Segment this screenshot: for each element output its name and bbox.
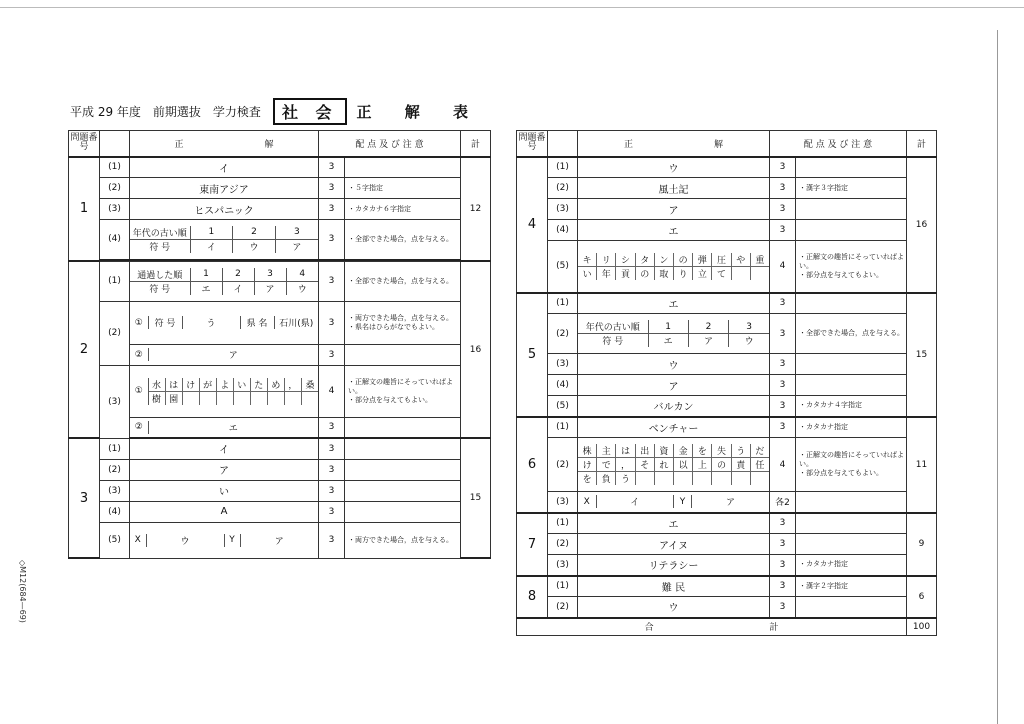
- grid-char-cell: リ: [597, 253, 616, 267]
- q2-1-answer: [130, 261, 319, 301]
- q1-4-sub: (4): [100, 220, 130, 260]
- q4-1-answer: ウ: [578, 157, 770, 178]
- q5-5-points: 3: [770, 396, 796, 417]
- q5-2-points: 3: [770, 314, 796, 354]
- q6-2-note: ・正解文の趣旨にそっていればよい。 ・部分点を与えてもよい。: [796, 438, 907, 492]
- grand-total-char-1: 合: [644, 623, 654, 634]
- q4-5-sub: (5): [548, 241, 578, 293]
- q1-4-points: 3: [319, 220, 345, 260]
- q5-2-symbol-1: エ: [648, 334, 688, 348]
- q1-number: 1: [69, 157, 100, 262]
- grid-row: [578, 472, 769, 485]
- q3-2-sub: (2): [100, 459, 130, 480]
- q1-3-sub: (3): [100, 199, 130, 220]
- grid-char-cell: ン: [655, 253, 674, 267]
- page-right-edge: [997, 30, 998, 724]
- q2-2-2-value: ア: [148, 348, 318, 361]
- q3-2-answer: ア: [130, 459, 319, 480]
- grid-char-cell: [200, 392, 217, 405]
- q3-5-sub: (5): [100, 522, 130, 558]
- title-year: 平成 29 年度: [70, 104, 141, 119]
- q2-1-order-2: 2: [222, 268, 254, 282]
- grand-total-char-2: 計: [769, 623, 779, 634]
- grid-char-cell: は: [616, 444, 635, 458]
- grid-char-cell: だ: [751, 444, 769, 458]
- q1-4-order-3: 3: [275, 226, 318, 240]
- q1-4-symbol-1: イ: [190, 239, 233, 253]
- q1-4-order-label: 年代の古い順: [130, 226, 190, 240]
- q2-1-points: 3: [319, 261, 345, 301]
- grid-row: [578, 253, 769, 267]
- grid-char-cell: [655, 472, 674, 485]
- q6-3-y-value: ア: [692, 495, 770, 508]
- subject-box: 社 会: [273, 98, 347, 125]
- grid-char-cell: 主: [597, 444, 616, 458]
- q5-2-symbol-3: ウ: [729, 334, 769, 348]
- grid-char-cell: を: [578, 472, 597, 485]
- q5-3-points: 3: [770, 354, 796, 375]
- grid-row: [578, 458, 769, 472]
- title-selection: 前期選抜: [152, 104, 201, 119]
- grid-char-cell: [268, 392, 285, 405]
- grand-total-label: [517, 618, 907, 636]
- document-title: [70, 100, 482, 122]
- grid-char-cell: う: [616, 472, 635, 485]
- grid-char-cell: [302, 392, 318, 405]
- q6-total: 11: [907, 417, 937, 513]
- q6-3-y-label: Y: [674, 495, 692, 508]
- q5-2-order-label: 年代の古い順: [578, 320, 648, 334]
- grid-char-cell: 立: [693, 267, 712, 280]
- q8-2-sub: (2): [548, 597, 578, 618]
- q2-1-order-4: 4: [286, 268, 318, 282]
- grid-char-cell: は: [166, 378, 183, 392]
- q2-1-order-3: 3: [254, 268, 286, 282]
- grid-char-cell: 園: [166, 392, 183, 405]
- grid-char-cell: 弾: [693, 253, 712, 267]
- q4-total: 16: [907, 157, 937, 293]
- q4-2-note: ・漢字３字指定: [796, 178, 907, 199]
- q7-1-answer: エ: [578, 513, 770, 534]
- grid-char-cell: で: [597, 458, 616, 472]
- q5-5-answer: バルカン: [578, 396, 770, 417]
- grid-char-cell: て: [712, 267, 731, 280]
- grid-char-cell: [693, 472, 712, 485]
- q3-4-sub: (4): [100, 501, 130, 522]
- q4-3-sub: (3): [548, 199, 578, 220]
- q6-1-points: 3: [770, 417, 796, 438]
- q5-2-symbol-2: ア: [688, 334, 728, 348]
- q2-3-2-value: エ: [148, 421, 318, 434]
- q7-1-points: 3: [770, 513, 796, 534]
- q3-3-sub: (3): [100, 480, 130, 501]
- q8-number: 8: [517, 576, 548, 618]
- q8-2-points: 3: [770, 597, 796, 618]
- grid-char-cell: [732, 472, 751, 485]
- grid-char-cell: 年: [597, 267, 616, 280]
- q3-1-answer: イ: [130, 438, 319, 459]
- grid-char-cell: シ: [616, 253, 635, 267]
- grid-char-cell: 上: [693, 458, 712, 472]
- q4-3-points: 3: [770, 199, 796, 220]
- header-points: 配 点 及 び 注 意: [319, 131, 461, 157]
- q2-2-symbol-value: う: [182, 316, 240, 329]
- q8-1-points: 3: [770, 576, 796, 597]
- title-exam: 学力検査: [212, 104, 261, 119]
- grid-char-cell: ，: [616, 458, 635, 472]
- q3-5-answer: [130, 522, 319, 558]
- grid-char-cell: や: [732, 253, 751, 267]
- grid-char-cell: [751, 472, 769, 485]
- q3-5-y-label: Y: [224, 534, 240, 547]
- q1-3-points: 3: [319, 199, 345, 220]
- q3-5-x-label: X: [130, 534, 146, 547]
- q1-4-answer: [130, 220, 319, 260]
- q4-5-points: 4: [770, 241, 796, 293]
- grid-char-cell: け: [183, 378, 200, 392]
- side-code: ◇M12(684—69): [18, 560, 27, 623]
- q1-3-note: ・カタカナ６字指定: [345, 199, 461, 220]
- grid-char-cell: 任: [751, 458, 769, 472]
- grid-char-cell: ，: [285, 378, 302, 392]
- q4-number: 4: [517, 157, 548, 293]
- grid-char-cell: 重: [751, 253, 769, 267]
- q3-total: 15: [461, 438, 491, 558]
- header-total-right: 計: [907, 131, 937, 157]
- q4-1-points: 3: [770, 157, 796, 178]
- grid-char-cell: 樹: [149, 392, 166, 405]
- answer-table-left: [68, 130, 491, 559]
- q4-4-points: 3: [770, 220, 796, 241]
- grid-char-cell: り: [674, 267, 693, 280]
- grid-char-cell: け: [578, 458, 597, 472]
- q3-1-points: 3: [319, 438, 345, 459]
- q2-total: 16: [461, 261, 491, 438]
- q5-3-sub: (3): [548, 354, 578, 375]
- q2-number: 2: [69, 261, 100, 438]
- q3-3-points: 3: [319, 480, 345, 501]
- grid-char-cell: め: [268, 378, 285, 392]
- grid-char-cell: [234, 392, 251, 405]
- q2-3-1-points: 4: [319, 365, 345, 417]
- q2-3-2-answer: [130, 417, 319, 438]
- q4-3-answer: ア: [578, 199, 770, 220]
- grid-char-cell: の: [674, 253, 693, 267]
- grid-char-cell: 桑: [302, 378, 318, 392]
- q6-3-answer: [578, 492, 770, 513]
- q5-2-answer: [578, 314, 770, 354]
- grid-char-cell: [732, 267, 751, 280]
- q3-5-note: ・両方できた場合，点を与える。: [345, 522, 461, 558]
- grid-row: [578, 444, 769, 458]
- q7-1-sub: (1): [548, 513, 578, 534]
- grid-char-cell: [674, 472, 693, 485]
- q3-1-sub: (1): [100, 438, 130, 459]
- q5-5-note: ・カタカナ４字指定: [796, 396, 907, 417]
- q1-4-symbol-label: 符 号: [130, 239, 190, 253]
- q5-2-note: ・全部できた場合，点を与える。: [796, 314, 907, 354]
- grid-row: [149, 378, 319, 392]
- q2-1-symbol-3: ア: [254, 281, 286, 295]
- grid-char-cell: 以: [674, 458, 693, 472]
- q1-1-sub: (1): [100, 157, 130, 178]
- grid-char-cell: キ: [578, 253, 597, 267]
- grid-char-cell: 資: [655, 444, 674, 458]
- q4-5-note: ・正解文の趣旨にそっていればよい。 ・部分点を与えてもよい。: [796, 241, 907, 293]
- q2-3-circle-1: ①: [130, 378, 148, 405]
- q3-2-points: 3: [319, 459, 345, 480]
- q2-2-1-answer: [130, 301, 319, 344]
- q4-2-answer: 風土記: [578, 178, 770, 199]
- q6-number: 6: [517, 417, 548, 513]
- grid-char-cell: [285, 392, 302, 405]
- header-q: 問題番号: [69, 131, 100, 157]
- q1-2-points: 3: [319, 178, 345, 199]
- q3-5-y-value: ア: [240, 534, 318, 547]
- q5-1-answer: エ: [578, 293, 770, 314]
- grid-char-cell: が: [200, 378, 217, 392]
- q4-4-sub: (4): [548, 220, 578, 241]
- header-points-right: 配 点 及 び 注 意: [770, 131, 907, 157]
- q2-2-circle-1: ①: [130, 316, 148, 329]
- grid-row: [149, 392, 319, 405]
- q6-2-writing-grid: [578, 438, 770, 492]
- grid-char-cell: [217, 392, 234, 405]
- grid-char-cell: [183, 392, 200, 405]
- q3-5-x-value: ウ: [146, 534, 224, 547]
- q1-4-symbol-2: ウ: [233, 239, 276, 253]
- q1-3-answer: ヒスパニック: [130, 199, 319, 220]
- header-q-right: 問題番号: [517, 131, 548, 157]
- grand-total-value: 100: [907, 618, 937, 636]
- q2-3-circle-2: ②: [130, 421, 148, 434]
- q5-3-answer: ウ: [578, 354, 770, 375]
- q1-4-symbol-3: ア: [275, 239, 318, 253]
- grid-char-cell: [751, 267, 769, 280]
- q2-1-order-label: 通過した順: [130, 268, 190, 282]
- grid-char-cell: 株: [578, 444, 597, 458]
- q5-1-points: 3: [770, 293, 796, 314]
- q5-4-sub: (4): [548, 375, 578, 396]
- q7-2-sub: (2): [548, 534, 578, 555]
- q6-3-sub: (3): [548, 492, 578, 513]
- q8-1-note: ・漢字２字指定: [796, 576, 907, 597]
- grid-char-cell: 責: [732, 458, 751, 472]
- q7-total: 9: [907, 513, 937, 576]
- q6-3-points: 各2: [770, 492, 796, 513]
- q7-number: 7: [517, 513, 548, 576]
- q4-5-writing-grid: [578, 241, 770, 293]
- q3-number: 3: [69, 438, 100, 558]
- q6-1-answer: ベンチャー: [578, 417, 770, 438]
- header-answer-right: 正 解: [578, 131, 770, 157]
- q1-2-sub: (2): [100, 178, 130, 199]
- q2-2-2-points: 3: [319, 344, 345, 365]
- grid-char-cell: た: [251, 378, 268, 392]
- q2-2-circle-2: ②: [130, 348, 148, 361]
- q6-2-points: 4: [770, 438, 796, 492]
- q2-1-symbol-4: ウ: [286, 281, 318, 295]
- q7-2-answer: アイヌ: [578, 534, 770, 555]
- q5-number: 5: [517, 293, 548, 417]
- grid-char-cell: 出: [636, 444, 655, 458]
- q6-2-sub: (2): [548, 438, 578, 492]
- grid-char-cell: い: [234, 378, 251, 392]
- q5-4-answer: ア: [578, 375, 770, 396]
- q4-4-answer: エ: [578, 220, 770, 241]
- grid-char-cell: の: [636, 267, 655, 280]
- q5-1-sub: (1): [548, 293, 578, 314]
- q2-2-symbol-label: 符 号: [148, 316, 182, 329]
- q3-3-answer: い: [130, 480, 319, 501]
- q1-1-answer: イ: [130, 157, 319, 178]
- q3-5-points: 3: [319, 522, 345, 558]
- grid-char-cell: [712, 472, 731, 485]
- q7-3-points: 3: [770, 555, 796, 576]
- q1-4-note: ・全部できた場合，点を与える。: [345, 220, 461, 260]
- grid-char-cell: 圧: [712, 253, 731, 267]
- q2-1-symbol-label: 符 号: [130, 281, 190, 295]
- q6-3-x-label: X: [578, 495, 596, 508]
- q2-1-symbol-1: エ: [190, 281, 222, 295]
- q6-1-sub: (1): [548, 417, 578, 438]
- q1-4-order-1: 1: [190, 226, 233, 240]
- q4-2-sub: (2): [548, 178, 578, 199]
- grid-char-cell: の: [712, 458, 731, 472]
- q5-4-points: 3: [770, 375, 796, 396]
- grid-char-cell: 貢: [616, 267, 635, 280]
- title-heading: 正 解 表: [356, 102, 482, 121]
- q2-3-1-answer: [130, 365, 319, 417]
- q5-2-order-1: 1: [648, 320, 688, 334]
- q3-4-answer: A: [130, 501, 319, 522]
- grid-char-cell: よ: [217, 378, 234, 392]
- q2-1-order-1: 1: [190, 268, 222, 282]
- q5-2-order-2: 2: [688, 320, 728, 334]
- q7-3-answer: リテラシー: [578, 555, 770, 576]
- grid-char-cell: を: [693, 444, 712, 458]
- q2-2-2-answer: [130, 344, 319, 365]
- grid-char-cell: 負: [597, 472, 616, 485]
- q6-3-x-value: イ: [596, 495, 674, 508]
- q2-2-pref-label: 県 名: [240, 316, 274, 329]
- q2-3-sub: (3): [100, 365, 130, 438]
- grid-char-cell: う: [732, 444, 751, 458]
- q4-1-sub: (1): [548, 157, 578, 178]
- q6-1-note: ・カタカナ指定: [796, 417, 907, 438]
- grid-char-cell: 金: [674, 444, 693, 458]
- q1-total: 12: [461, 157, 491, 262]
- q2-2-sub: (2): [100, 301, 130, 365]
- q1-2-answer: 東南アジア: [130, 178, 319, 199]
- grid-char-cell: い: [578, 267, 597, 280]
- q5-2-symbol-label: 符 号: [578, 334, 648, 348]
- q8-2-answer: ウ: [578, 597, 770, 618]
- q2-2-1-points: 3: [319, 301, 345, 344]
- q2-1-note: ・全部できた場合，点を与える。: [345, 261, 461, 301]
- q5-5-sub: (5): [548, 396, 578, 417]
- q3-4-points: 3: [319, 501, 345, 522]
- grid-char-cell: そ: [636, 458, 655, 472]
- answer-table-right: [516, 130, 937, 636]
- header-answer: 正 解: [130, 131, 319, 157]
- q2-3-writing-grid: [148, 378, 318, 405]
- grid-char-cell: 水: [149, 378, 166, 392]
- q1-2-note: ・５字指定: [345, 178, 461, 199]
- grid-char-cell: 失: [712, 444, 731, 458]
- q4-2-points: 3: [770, 178, 796, 199]
- q7-2-points: 3: [770, 534, 796, 555]
- q8-total: 6: [907, 576, 937, 618]
- q1-4-order-2: 2: [233, 226, 276, 240]
- q5-2-order-3: 3: [729, 320, 769, 334]
- q7-3-note: ・カタカナ指定: [796, 555, 907, 576]
- q2-1-sub: (1): [100, 261, 130, 301]
- q8-1-answer: 難 民: [578, 576, 770, 597]
- q2-3-note: ・正解文の趣旨にそっていればよい。 ・部分点を与えてもよい。: [345, 365, 461, 417]
- q7-3-sub: (3): [548, 555, 578, 576]
- grid-char-cell: れ: [655, 458, 674, 472]
- grid-char-cell: 取: [655, 267, 674, 280]
- q2-1-symbol-2: イ: [222, 281, 254, 295]
- grid-row: [578, 267, 769, 280]
- q2-2-note: ・両方できた場合，点を与える。 ・県名はひらがなでもよい。: [345, 301, 461, 344]
- q2-3-2-points: 3: [319, 417, 345, 438]
- grid-char-cell: タ: [636, 253, 655, 267]
- page-top-edge: [0, 7, 1024, 8]
- q5-total: 15: [907, 293, 937, 417]
- header-total: 計: [461, 131, 491, 157]
- q1-1-points: 3: [319, 157, 345, 178]
- q8-1-sub: (1): [548, 576, 578, 597]
- q5-2-sub: (2): [548, 314, 578, 354]
- q2-2-pref-value: 石川(県): [274, 316, 318, 329]
- grid-char-cell: [251, 392, 268, 405]
- grid-char-cell: [636, 472, 655, 485]
